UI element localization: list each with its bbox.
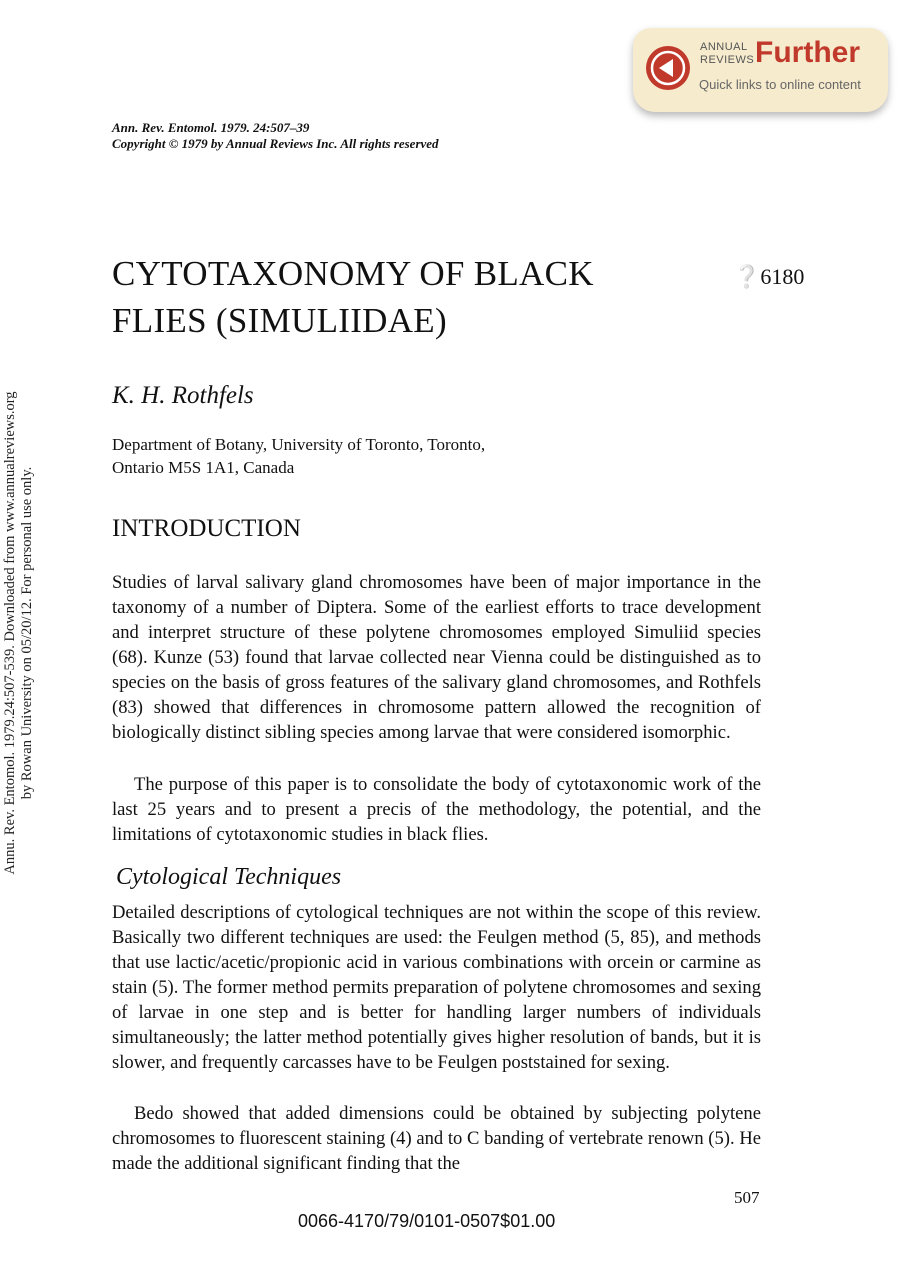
- further-badge[interactable]: [633, 28, 888, 112]
- watermark-line-2: by Rowan University on 05/20/12. For personal use only.: [19, 466, 35, 800]
- author-name: K. H. Rothfels: [112, 382, 254, 409]
- journal-citation: Ann. Rev. Entomol. 1979. 24:507–39: [112, 120, 310, 135]
- body-paragraph-4: Bedo showed that added dimensions could be obtained by subjecting polytene chromosomes to fluorescent staining (4) and to C banding of vertebrate renown (5). He made the additional significant finding that the: [112, 1103, 761, 1174]
- body-paragraph-1: Studies of larval salivary gland chromosomes have been of major importance in the taxonomy of a number of Diptera. Some of the earliest efforts to trace development and interpret structure of these polytene chromosomes employed Simuliid species (68). Kunze (53) found that larvae collected near Vienna could be distinguished as to species on the basis of gross features of the salivary gland chromosomes, and Rothfels (83) showed that differences in chromosome pattern allowed the recognition of biologically distinct sibling species among larvae that were considered isomorphic.: [112, 572, 761, 743]
- body-paragraph-3: Detailed descriptions of cytological techniques are not within the scope of this review. Basically two different techniques are used: the Feulgen method (5, 85), and methods that use lactic/acetic/propionic acid in various combinations with orcein or carmine as stain (5). The former method permits preparation of polytene chromosomes and sexing of larvae in one step and is better for handling larger numbers of individuals simultaneously; the latter method potentially gives higher resolution of bands, but it is slower, and frequently carcasses have to be Feulgen poststained for sexing.: [112, 902, 761, 1073]
- affiliation-line-1: Department of Botany, University of Toronto, Toronto,: [112, 435, 486, 454]
- badge-subtitle: Quick links to online content: [699, 77, 861, 92]
- badge-further-label: Further: [755, 36, 860, 69]
- back-arrow-icon: [645, 45, 691, 91]
- section-heading-introduction: INTRODUCTION: [112, 515, 301, 542]
- badge-annual-label: ANNUAL: [700, 41, 748, 53]
- badge-reviews-label: REVIEWS: [700, 54, 755, 66]
- page-number: 507: [734, 1188, 760, 1207]
- article-title-line-2: FLIES (SIMULIIDAE): [112, 301, 447, 340]
- article-number: ❔6180: [733, 264, 805, 289]
- issn-code: 0066-4170/79/0101-0507$01.00: [298, 1211, 556, 1231]
- affiliation-line-2: Ontario M5S 1A1, Canada: [112, 458, 295, 477]
- download-watermark: [2, 353, 42, 913]
- watermark-line-1: Annu. Rev. Entomol. 1979.24:507-539. Downloaded from www.annualreviews.org: [2, 391, 18, 875]
- copyright-line: Copyright © 1979 by Annual Reviews Inc. All rights reserved: [112, 136, 439, 151]
- subsection-heading: Cytological Techniques: [116, 864, 342, 890]
- body-paragraph-2: The purpose of this paper is to consolidate the body of cytotaxonomic work of the last 25 years and to present a precis of the methodology, the potential, and the limitations of cytotaxonomic studies in black flies.: [112, 774, 761, 845]
- article-title-line-1: CYTOTAXONOMY OF BLACK: [112, 254, 594, 293]
